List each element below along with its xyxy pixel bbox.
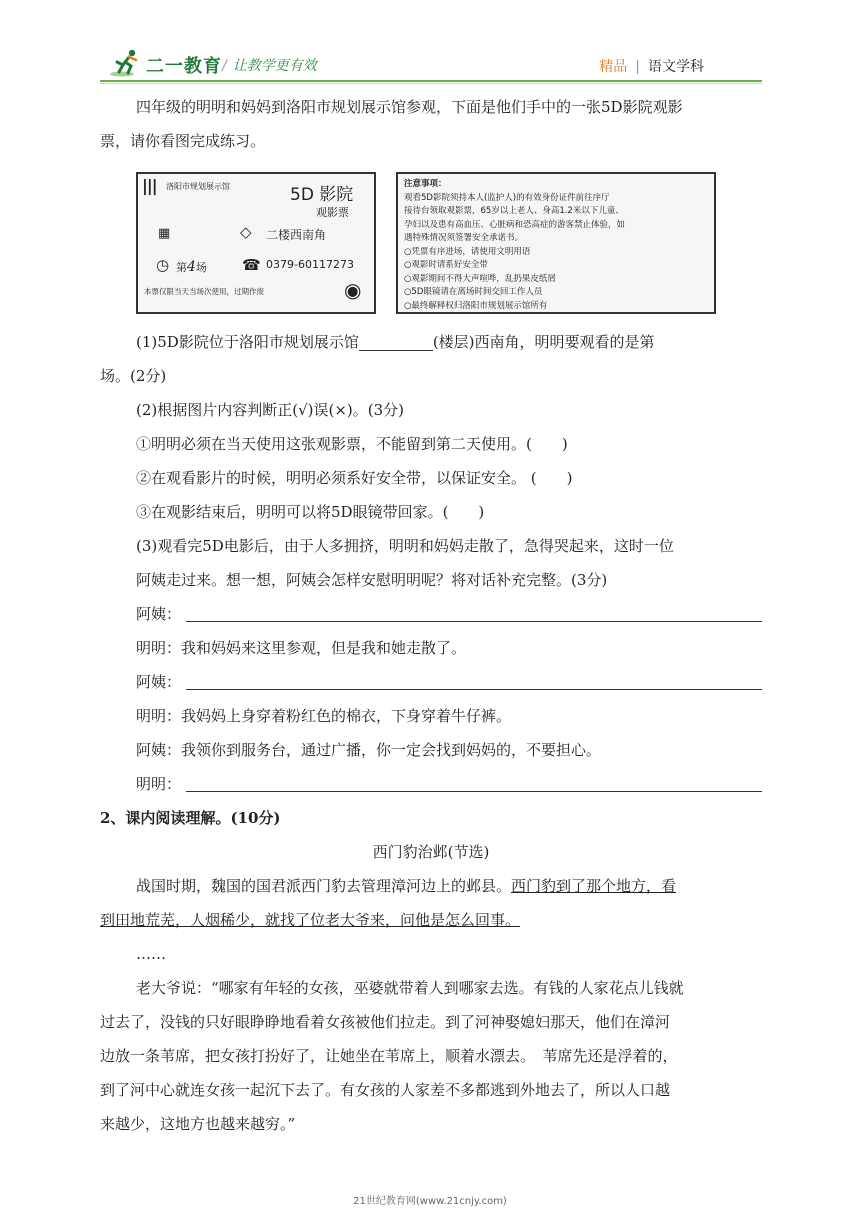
- tag-subject: 语文学科: [648, 59, 704, 75]
- dialog-mingming-3-label: 明明：: [136, 775, 182, 793]
- ticket-notes: [404, 178, 625, 313]
- notes-line: 遇特殊情况须签署安全承诺书。: [404, 233, 524, 243]
- q2-item-1: ①明明必须在当天使用这张观影票，不能留到第二天使用。( ): [136, 435, 568, 453]
- slogan-text: 让教学更有效: [232, 58, 317, 74]
- passage-p1-text: 战国时期，魏国的国君派西门豹去管理漳河边上的邺县。: [136, 877, 512, 895]
- ticket-validity: 本票仅限当天当场次使用，过期作废: [144, 287, 264, 296]
- phone-icon: ☎: [242, 256, 261, 274]
- passage-title: 西门豹治邺(节选): [372, 843, 490, 861]
- dialog-mingming-1: 明明：我和妈妈来这里参观，但是我和她走散了。: [136, 639, 467, 657]
- passage-p2-line-4: 到了河中心就连女孩一起沉下去了。有女孩的人家差不多都逃到外地去了，所以人口越: [100, 1081, 671, 1099]
- section-2-heading: 2、课内阅读理解。(10分): [100, 809, 281, 827]
- ticket-subtitle: 观影票: [316, 206, 349, 219]
- dialog-auntie-1-label: 阿姨：: [136, 605, 182, 623]
- ticket-front-image: [136, 172, 376, 314]
- notes-line: ○观影时请系好安全带: [404, 260, 488, 270]
- intro-line-1: 四年级的明明和妈妈到洛阳市规划展示馆参观，下面是他们手中的一张5D影院观影: [136, 98, 683, 116]
- eye-seal-icon: ◉: [344, 278, 362, 302]
- passage-p1-underlined: 西门豹到了那个地方，看: [511, 877, 677, 895]
- dialog-auntie-3: 阿姨：我领你到服务台，通过广播，你一定会找到妈妈的，不要担心。: [136, 741, 602, 759]
- grid-icon: ▦: [158, 226, 171, 241]
- notes-line: ○观影期间不得大声喧哗，乱扔果皮纸屑: [404, 273, 556, 284]
- dialog-auntie-1-blank[interactable]: [186, 621, 762, 622]
- q2-item-2: ②在观看影片的时候，明明必须系好安全带，以保证安全。 ( ): [136, 469, 573, 487]
- ticket-venue: 洛阳市规划展示馆: [166, 182, 230, 191]
- dialog-mingming-2: 明明：我妈妈上身穿着粉红色的棉衣，下身穿着牛仔裤。: [136, 707, 512, 725]
- session-prefix: 第: [176, 261, 187, 274]
- diamond-icon: ◇: [240, 223, 252, 241]
- page-footer: 21世纪教育网(www.21cnjy.com): [353, 1196, 507, 1207]
- notes-line: ○最终解释权归洛阳市规划展示馆所有: [404, 300, 548, 311]
- slogan: [222, 55, 317, 75]
- dialog-auntie-2-label: 阿姨：: [136, 673, 182, 691]
- q1-line-2: 场。(2分): [100, 367, 167, 385]
- notes-line: ○凭票有序进场，请使用文明用语: [404, 246, 531, 257]
- passage-p2-line-3: 边放一条苇席，把女孩打扮好了，让她坐在苇席上，顺着水漂去。 苇席先还是浮着的，: [100, 1047, 678, 1065]
- ticket-location: 二楼西南角: [266, 228, 327, 242]
- runner-logo-icon: [108, 48, 144, 78]
- ticket-title: 5D 影院: [290, 185, 354, 205]
- barcode-icon: |||: [142, 176, 157, 195]
- slogan-separator: /: [222, 58, 227, 74]
- passage-p1-line-1: [100, 869, 762, 903]
- passage-p1-underlined-cont: 到田地荒芜，人烟稀少，就找了位老大爷来，问他是怎么回事。: [100, 911, 521, 929]
- q1-text-a: (1)5D影院位于洛阳市规划展示馆: [136, 333, 359, 351]
- q1-floor-blank[interactable]: [359, 332, 433, 351]
- dialog-auntie-2-blank[interactable]: [186, 689, 762, 690]
- header-rule: [100, 80, 762, 82]
- notes-heading: 注意事项：: [404, 179, 447, 189]
- dialog-mingming-3-blank[interactable]: [186, 791, 762, 792]
- passage-p2-line-5: 来越少，这地方也越来越穷。”: [100, 1115, 296, 1133]
- session-suffix: 场: [195, 261, 207, 274]
- session-number-handwritten: 4: [187, 259, 196, 275]
- brand-name: 二一教育: [146, 56, 222, 77]
- tag-quality: 精品: [599, 59, 628, 75]
- ticket-back-image: [396, 172, 716, 314]
- ticket-phone: 0379-60117273: [266, 258, 354, 271]
- notes-line: ○5D眼镜请在离场时间交回工作人员: [404, 287, 543, 297]
- clock-icon: ◷: [156, 256, 170, 274]
- q1-text-b: (楼层)西南角，明明要观看的是第: [432, 333, 655, 351]
- passage-p2-line-1: 老大爷说：“哪家有年轻的女孩，巫婆就带着人到哪家去选。有钱的人家花点儿钱就: [136, 979, 684, 997]
- q3-line-2: 阿姨走过来。想一想，阿姨会怎样安慰明明呢？将对话补充完整。(3分): [136, 571, 608, 589]
- q1-line-1: [100, 325, 762, 359]
- passage-p1-line-2: [100, 903, 762, 937]
- tag-separator: |: [635, 59, 640, 75]
- q2-stem: (2)根据图片内容判断正(√)误(×)。(3分): [136, 401, 405, 419]
- ticket-session: [176, 259, 207, 275]
- notes-line: 观看5D影院须持本人(监护人)的有效身份证件前往序厅: [404, 192, 610, 203]
- page-header: [0, 0, 860, 90]
- notes-line: 孕妇以及患有高血压、心脏病和恐高症的游客禁止体验，如: [404, 219, 626, 230]
- passage-ellipsis: ……: [136, 945, 166, 963]
- passage-p2-line-2: 过去了，没钱的只好眼睁睁地看着女孩被他们拉走。到了河神娶媳妇那天，他们在漳河: [100, 1013, 671, 1031]
- subject-tag: [599, 56, 704, 76]
- intro-line-2: 票，请你看图完成练习。: [100, 132, 266, 150]
- q2-item-3: ③在观影结束后，明明可以将5D眼镜带回家。( ): [136, 503, 485, 521]
- q3-line-1: (3)观看完5D电影后，由于人多拥挤，明明和妈妈走散了，急得哭起来，这时一位: [136, 537, 674, 555]
- header-rule-thin: [100, 83, 762, 84]
- notes-line: 接待台领取观影票，65岁以上老人、身高1.2米以下儿童、: [404, 206, 624, 216]
